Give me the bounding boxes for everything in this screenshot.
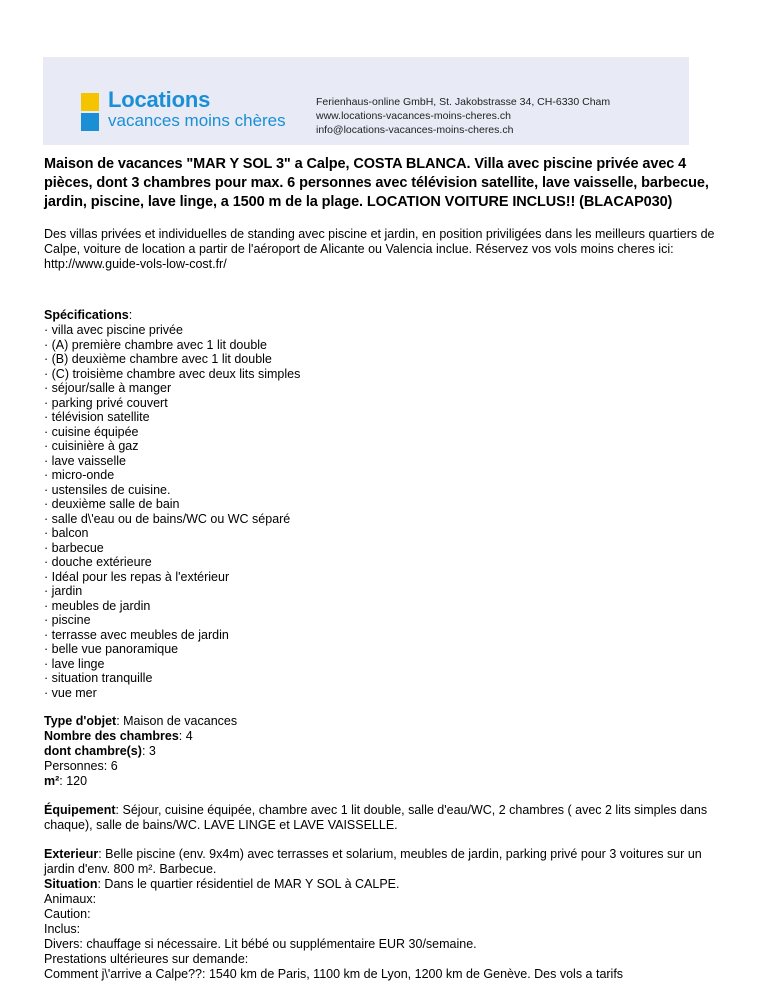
deposit-line: Caution: bbox=[44, 907, 91, 921]
area-label: m² bbox=[44, 774, 60, 788]
spec-item: · cuisine équipée bbox=[44, 424, 139, 439]
type-row: Type d'objet: Maison de vacances bbox=[44, 714, 238, 728]
spec-item: · parking privé couvert bbox=[44, 395, 168, 410]
spec-item: · jardin bbox=[44, 584, 83, 598]
bedrooms-value: 4 bbox=[185, 729, 193, 743]
spec-item: · villa avec piscine privée bbox=[44, 323, 183, 337]
persons-row: Personnes: 6 bbox=[44, 759, 118, 773]
situation-value: Dans le quartier résidentiel de MAR Y SOL à CALPE. bbox=[104, 877, 400, 891]
included-line: Inclus: bbox=[44, 922, 81, 936]
misc-line: Divers: chauffage si nécessaire. Lit bébé ou supplémentaire EUR 30/semaine. bbox=[44, 937, 477, 951]
area-value: 120 bbox=[66, 774, 88, 788]
spec-item: · (C) troisième chambre avec deux lits simples bbox=[44, 366, 301, 381]
persons-label: Personnes bbox=[44, 759, 104, 773]
equipment-label: Équipement bbox=[44, 803, 116, 817]
spec-item: · douche extérieure bbox=[44, 555, 152, 569]
spec-item: · cuisinière à gaz bbox=[44, 439, 139, 453]
listing-content bbox=[44, 155, 724, 982]
spec-item: · barbecue bbox=[44, 540, 104, 555]
specifications-list bbox=[44, 323, 724, 700]
details-section bbox=[44, 714, 724, 789]
contact-block bbox=[316, 95, 610, 137]
email-link[interactable]: info@locations-vacances-moins-cheres.ch bbox=[316, 124, 514, 136]
situation-label: Situation bbox=[44, 877, 98, 891]
logo-subtitle: vacances moins chères bbox=[108, 111, 286, 130]
equipment-value: Séjour, cuisine équipée, chambre avec 1 lit double, salle d'eau/WC, 2 chambres ( avec 2 lits simples dans chaque), salle de bains/WC. LAVE LINGE et LAVE VAISSELLE. bbox=[44, 803, 708, 832]
spec-item: · belle vue panoramique bbox=[44, 642, 179, 656]
spec-item: · (B) deuxième chambre avec 1 lit double bbox=[44, 352, 272, 366]
animals-line: Animaux: bbox=[44, 892, 97, 906]
persons-value: 6 bbox=[110, 759, 118, 773]
directions-line: Comment j\'arrive a Calpe??: 1540 km de Paris, 1100 km de Lyon, 1200 km de Genève. Des vols a tarifs bbox=[44, 967, 624, 981]
rooms-value: 3 bbox=[148, 744, 156, 758]
spec-item: · deuxième salle de bain bbox=[44, 497, 180, 511]
spec-item: · situation tranquille bbox=[44, 671, 153, 685]
spec-item: · salle d\'eau ou de bains/WC ou WC séparé bbox=[44, 511, 291, 526]
specifications-section: Spécifications: · villa avec piscine privée · (A) première chambre avec 1 lit double · (B) deuxième chambre avec 1 lit double · (C) troisième chambre avec deux lits simples · séjour/salle à manger · parking privé couvert · télévision satellite · cuisine équipée · cuisinière à gaz · lave vaisselle · micro-onde · ustensiles de cuisine. · deuxième salle de bain · salle d\'eau ou de bains/WC ou WC séparé · balcon · barbecue · douche extérieure · Idéal pour les repas à l'extérieur · jardin · meubles de jardin · piscine · terrasse avec meubles de jardin · belle vue panoramique · lave linge · situation tranquille · vue mer bbox=[44, 308, 724, 700]
spec-item: · vue mer bbox=[44, 685, 97, 700]
spec-item: · lave linge bbox=[44, 656, 105, 671]
equipment-section: Équipement: Séjour, cuisine équipée, chambre avec 1 lit double, salle d'eau/WC, 2 chambres ( avec 2 lits simples dans chaque), salle de bains/WC. LAVE LINGE et LAVE VAISSELLE. bbox=[44, 803, 708, 832]
specifications-label: Spécifications bbox=[44, 308, 129, 322]
logo-blue-square-icon bbox=[81, 113, 99, 131]
company-address: Ferienhaus-online GmbH, St. Jakobstrasse 34, CH-6330 Cham bbox=[316, 96, 611, 108]
spec-item: · piscine bbox=[44, 613, 91, 627]
intro-paragraph: Des villas privées et individuelles de standing avec piscine et jardin, en position priviligées dans les meilleurs quartiers de Calpe, voiture de location a partir de l'aéroport de Alicante ou Valencia inclue. Réservez vos vols moins cheres ici: http://www.guide-vols-low-cost.fr/ bbox=[44, 227, 715, 271]
bedrooms-label: Nombre des chambres bbox=[44, 729, 179, 743]
logo-title: Locations bbox=[108, 87, 211, 112]
rooms-label: dont chambre(s) bbox=[44, 744, 142, 758]
spec-item: · meubles de jardin bbox=[44, 598, 151, 613]
type-value: Maison de vacances bbox=[123, 714, 238, 728]
spec-item: · télévision satellite bbox=[44, 410, 150, 424]
bedrooms-row: Nombre des chambres: 4 bbox=[44, 729, 193, 743]
spec-item: · ustensiles de cuisine. bbox=[44, 482, 171, 497]
area-row: m²: 120 bbox=[44, 774, 88, 788]
logo-yellow-square-icon bbox=[81, 93, 99, 111]
spec-item: · lave vaisselle bbox=[44, 453, 126, 468]
rooms-row: dont chambre(s): 3 bbox=[44, 744, 156, 758]
spec-item: · (A) première chambre avec 1 lit double bbox=[44, 337, 268, 352]
extra-services-line: Prestations ultérieures sur demande: bbox=[44, 952, 249, 966]
exterior-value: Belle piscine (env. 9x4m) avec terrasses et solarium, meubles de jardin, parking privé pour 3 voitures sur un jardin d'env. 800 m². Barbecue. bbox=[44, 847, 702, 876]
spec-item: · balcon bbox=[44, 526, 89, 540]
website-link[interactable]: www.locations-vacances-moins-cheres.ch bbox=[316, 110, 511, 122]
exterior-section: Exterieur: Belle piscine (env. 9x4m) avec terrasses et solarium, meubles de jardin, parking privé pour 3 voitures sur un jardin d'env. 800 m². Barbecue. Situation: Dans le quartier résidentiel de MAR Y SOL à CALPE. Animaux: Caution: Inclus: Divers: chauffage si nécessaire. Lit bébé ou supplémentaire EUR 30/semaine. Prestations ultérieures sur demande: Comment j\'arrive a Calpe??: 1540 km de Paris, 1100 km de Lyon, 1200 km de Genève. Des vols a tarifs bbox=[44, 847, 724, 982]
exterior-label: Exterieur bbox=[44, 847, 99, 861]
spec-item: · terrasse avec meubles de jardin bbox=[44, 627, 229, 642]
spec-item: · micro-onde bbox=[44, 468, 115, 482]
type-label: Type d'objet bbox=[44, 714, 117, 728]
listing-title: Maison de vacances "MAR Y SOL 3" a Calpe, COSTA BLANCA. Villa avec piscine privée avec 4 pièces, dont 3 chambres pour max. 6 personnes avec télévision satellite, lave vaisselle, barbecue, jardin, piscine, lave linge, a 1500 m de la plage. LOCATION VOITURE INCLUS!! (BLACAP030) bbox=[44, 156, 709, 210]
spec-item: · séjour/salle à manger bbox=[44, 381, 172, 395]
spec-item: · Idéal pour les repas à l'extérieur bbox=[44, 569, 230, 584]
